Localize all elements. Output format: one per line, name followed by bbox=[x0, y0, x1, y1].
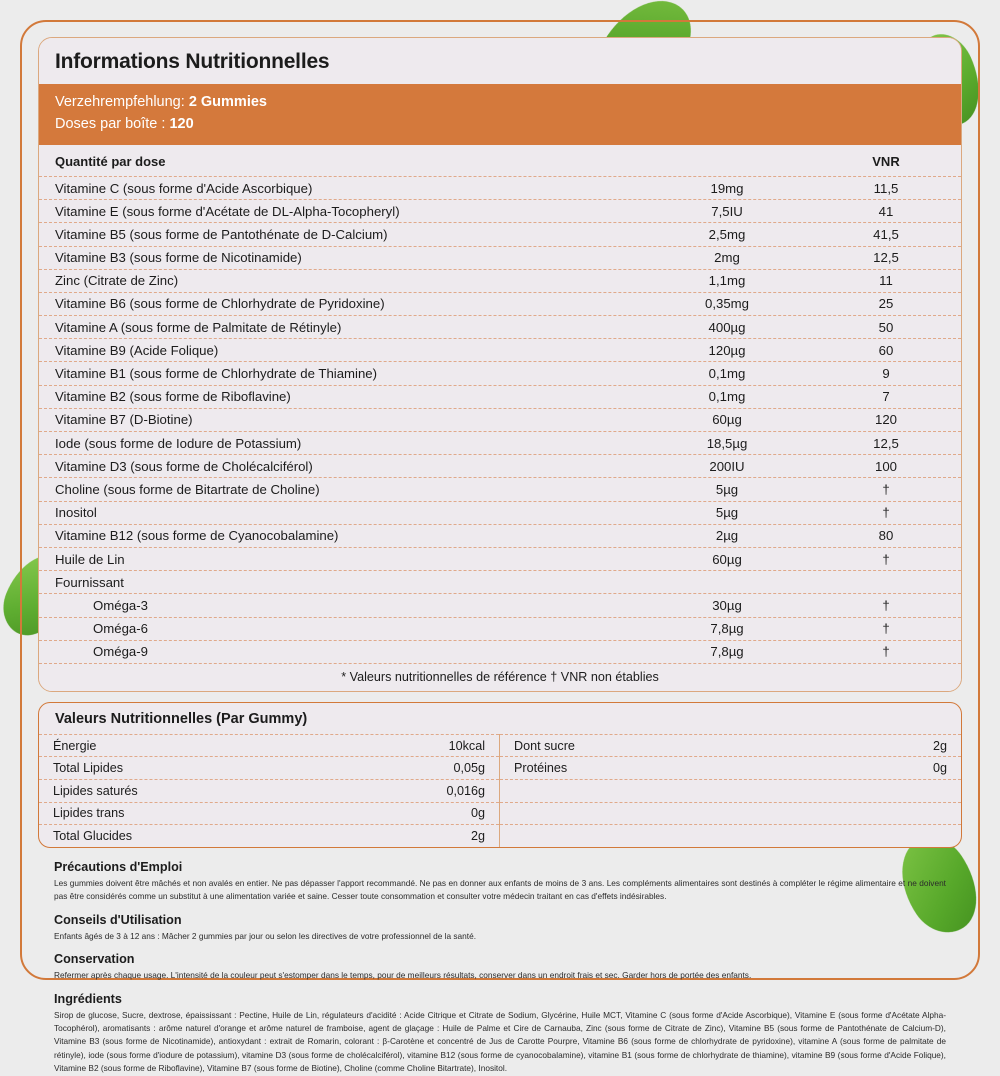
values-row bbox=[39, 824, 499, 847]
nutrient-amount: 30µg bbox=[712, 597, 742, 613]
values-amount: 0,016g bbox=[446, 783, 485, 798]
nutrient-vnr: 25 bbox=[878, 296, 894, 312]
values-row bbox=[500, 734, 961, 757]
table-row bbox=[39, 524, 961, 547]
values-row bbox=[39, 779, 499, 802]
table-row bbox=[39, 315, 961, 338]
nutrient-name: Oméga-9 bbox=[93, 644, 148, 660]
column-header-vnr: VNR bbox=[872, 153, 900, 169]
values-label: Énergie bbox=[53, 738, 97, 753]
table-row bbox=[39, 501, 961, 524]
nutrient-amount: 2µg bbox=[715, 528, 739, 544]
nutrient-name: Vitamine B2 (sous forme de Riboflavine) bbox=[55, 389, 291, 405]
nutrient-amount: 18,5µg bbox=[706, 435, 748, 451]
table-row bbox=[39, 176, 961, 199]
table-row bbox=[39, 199, 961, 222]
text-sections bbox=[38, 848, 962, 1076]
nutrient-name: Choline (sous forme de Bitartrate de Choline) bbox=[55, 481, 320, 497]
section-body: Enfants âgés de 3 à 12 ans : Mâcher 2 gummies par jour ou selon les directives de votre professionnel de la santé. bbox=[54, 930, 476, 941]
nutrient-name: Iode (sous forme de Iodure de Potassium) bbox=[55, 435, 302, 451]
nutrient-vnr: † bbox=[882, 551, 890, 567]
page-title: Informations Nutritionnelles bbox=[39, 38, 961, 84]
nutrient-vnr: † bbox=[882, 621, 890, 637]
values-row bbox=[39, 734, 499, 757]
section-title: Conseils d'Utilisation bbox=[54, 912, 182, 927]
nutrient-amount: 400µg bbox=[708, 319, 746, 335]
nutrient-name: Vitamine B12 (sous forme de Cyanocobalamine) bbox=[55, 528, 339, 544]
nutrient-name: Vitamine E (sous forme d'Acétate de DL-Alpha-Tocopheryl) bbox=[55, 203, 400, 219]
nutrient-amount: 2,5mg bbox=[708, 226, 746, 242]
values-label: Lipides saturés bbox=[53, 783, 138, 798]
values-panel-title: Valeurs Nutritionnelles (Par Gummy) bbox=[55, 710, 308, 727]
nutrient-amount: 1,1mg bbox=[708, 273, 746, 289]
label-content bbox=[20, 20, 980, 1074]
nutrient-amount: 19mg bbox=[710, 180, 744, 196]
values-row bbox=[500, 802, 961, 825]
table-footnote: * Valeurs nutritionnelles de référence † VNR non établies bbox=[39, 663, 961, 691]
nutrient-name: Vitamine B6 (sous forme de Chlorhydrate de Pyridoxine) bbox=[55, 296, 385, 312]
nutrient-vnr: 41,5 bbox=[873, 226, 899, 242]
values-grid bbox=[39, 734, 961, 847]
table-row bbox=[39, 338, 961, 361]
nutrient-name: Vitamine D3 (sous forme de Cholécalciférol) bbox=[55, 458, 313, 474]
section-body: Sirop de glucose, Sucre, dextrose, épaississant : Pectine, Huile de Lin, régulateurs d'acidité : Acide Citrique et Citrate de Sodium, Glycérine, Huile MCT, Vitamine C (sous forme d'Acide Ascorbique), Vitamine E (sous forme d'Acétate Alpha-Tocophérol), aromatisants : arôme naturel d'orange et arôme naturel de framboise, agent de glaçage : Huile de Palme et Cire de Carnauba, Zinc (sous forme de Citrate de Zinc), Vitamine B5 (sous forme de Pantothénate de Calcium-D), Vitamine B3 (sous forme de Nicotinamide), antioxydant : extrait de Romarin, colorant : β-Carotène et concentré de Jus de Carotte Pourpre, Vitamine B6 (sous forme de chlorhydrate de pyridoxine), vitamine A (sous forme de palmitate de rétinyle), iode (sous forme d'iodure de potassium), vitamine D3 (sous forme de cholécalciférol), vitamine B12 (sous forme de cyanocobalamine), vitamine B1 (sous forme de chlorhydrate de thiamine), vitamine B9 (sous forme d'Acide Folique), Vitamine B2 (sous forme de Riboflavine), Vitamine B7 (sous forme de Biotine), Choline (comme Choline Bitartrate), Inositol. bbox=[54, 1009, 946, 1074]
values-label: Total Glucides bbox=[53, 829, 133, 844]
nutrient-amount: 7,5IU bbox=[711, 203, 743, 219]
nutrient-amount: 0,35mg bbox=[705, 296, 749, 312]
values-column-right bbox=[500, 734, 961, 847]
values-column-left bbox=[39, 734, 500, 847]
table-row bbox=[39, 547, 961, 570]
nutrient-vnr: † bbox=[882, 644, 890, 660]
values-panel bbox=[38, 702, 962, 848]
nutrient-name: Oméga-3 bbox=[93, 597, 148, 613]
nutrient-name: Inositol bbox=[55, 505, 97, 521]
values-amount: 2g bbox=[932, 738, 947, 753]
values-label: Protéines bbox=[514, 761, 568, 776]
nutrient-name: Vitamine B7 (D-Biotine) bbox=[55, 412, 193, 428]
table-row bbox=[39, 617, 961, 640]
table-row bbox=[39, 408, 961, 431]
nutrient-vnr: 12,5 bbox=[873, 435, 899, 451]
table-row bbox=[39, 222, 961, 245]
nutrient-amount: 5µg bbox=[715, 505, 739, 521]
nutrient-table bbox=[39, 176, 961, 663]
column-header-amount: Quantité par dose bbox=[55, 153, 166, 169]
table-row bbox=[39, 269, 961, 292]
table-row bbox=[39, 593, 961, 616]
nutrient-vnr: 11,5 bbox=[873, 180, 899, 196]
nutrient-name: Zinc (Citrate de Zinc) bbox=[55, 273, 179, 289]
values-amount: 0g bbox=[932, 761, 947, 776]
serving-label: Verzehrempfehlung: bbox=[55, 94, 185, 110]
nutrient-name: Vitamine B1 (sous forme de Chlorhydrate de Thiamine) bbox=[55, 366, 378, 382]
values-amount: 0,05g bbox=[453, 761, 485, 776]
values-label: Dont sucre bbox=[514, 738, 575, 753]
serving-line bbox=[55, 91, 945, 113]
table-row bbox=[39, 431, 961, 454]
values-label: Total Lipides bbox=[53, 761, 124, 776]
section-title: Ingrédients bbox=[54, 991, 122, 1006]
nutrient-vnr: † bbox=[882, 597, 890, 613]
table-header bbox=[39, 145, 961, 176]
nutrient-vnr: 60 bbox=[878, 342, 894, 358]
serving-bar bbox=[39, 84, 961, 145]
nutrient-amount: 7,8µg bbox=[710, 621, 744, 637]
nutrient-amount: 0,1mg bbox=[708, 366, 746, 382]
table-row bbox=[39, 246, 961, 269]
doses-line bbox=[55, 113, 945, 135]
values-row bbox=[39, 756, 499, 779]
table-row bbox=[39, 570, 961, 593]
values-row bbox=[500, 824, 961, 847]
nutrient-vnr: 12,5 bbox=[873, 250, 899, 266]
nutrient-vnr: † bbox=[882, 481, 890, 497]
values-row bbox=[39, 802, 499, 825]
nutrient-vnr: 80 bbox=[878, 528, 894, 544]
section-body: Les gummies doivent être mâchés et non avalés en entier. Ne pas dépasser l'apport recommandé. Ne pas en donner aux enfants de moins de 3 ans. Les compléments alimentaires sont destinés à compléter le régime alimentaire et ne doivent pas être considérés comme un substitut à une alimentation variée et saine. Cesser toute consommation et consulter votre médecin traitant en cas d'effets indésirables. bbox=[54, 877, 946, 902]
nutrient-name: Vitamine A (sous forme de Palmitate de Rétinyle) bbox=[55, 319, 342, 335]
table-row bbox=[39, 292, 961, 315]
section-title: Précautions d'Emploi bbox=[54, 859, 183, 874]
nutrient-vnr: 9 bbox=[882, 366, 890, 382]
serving-value: 2 Gummies bbox=[188, 94, 267, 110]
doses-value: 120 bbox=[169, 116, 194, 133]
nutrient-vnr: 41 bbox=[878, 203, 894, 219]
values-amount: 0g bbox=[470, 806, 485, 821]
values-row bbox=[500, 779, 961, 802]
nutrient-vnr: 7 bbox=[882, 389, 890, 405]
nutrient-name: Vitamine C (sous forme d'Acide Ascorbique) bbox=[55, 180, 313, 196]
section-title: Conservation bbox=[54, 952, 135, 967]
nutrient-name: Fournissant bbox=[55, 574, 124, 590]
nutrient-vnr: 100 bbox=[874, 458, 897, 474]
nutrient-vnr: 50 bbox=[878, 319, 894, 335]
table-row bbox=[39, 361, 961, 384]
nutrient-name: Oméga-6 bbox=[93, 621, 148, 637]
doses-label: Doses par boîte : bbox=[55, 116, 166, 133]
table-row bbox=[39, 477, 961, 500]
values-amount: 2g bbox=[470, 829, 485, 844]
table-row bbox=[39, 454, 961, 477]
nutrient-name: Huile de Lin bbox=[55, 551, 125, 567]
nutrient-amount: 2mg bbox=[714, 250, 740, 266]
table-row bbox=[39, 640, 961, 663]
nutrient-amount: 60µg bbox=[712, 551, 742, 567]
nutrient-amount: 5µg bbox=[715, 481, 739, 497]
nutrient-amount: 60µg bbox=[712, 412, 742, 428]
nutrient-name: Vitamine B5 (sous forme de Pantothénate de D-Calcium) bbox=[55, 226, 388, 242]
values-label: Lipides trans bbox=[53, 806, 125, 821]
section-body: Refermer après chaque usage. L'intensité de la couleur peut s'estomper dans le temps, pour de meilleurs résultats, conserver dans un endroit frais et sec. Garder hors de portée des enfants. bbox=[54, 970, 752, 981]
nutrient-vnr: 120 bbox=[874, 412, 897, 428]
nutrient-amount: 120µg bbox=[708, 342, 746, 358]
nutrient-amount: 0,1mg bbox=[708, 389, 746, 405]
nutrition-panel bbox=[38, 37, 962, 692]
nutrient-vnr: 11 bbox=[879, 273, 893, 289]
nutrient-amount: 7,8µg bbox=[710, 644, 744, 660]
nutrient-amount: 200IU bbox=[709, 458, 745, 474]
values-amount: 10kcal bbox=[448, 738, 485, 753]
table-row bbox=[39, 385, 961, 408]
nutrient-vnr: † bbox=[882, 505, 890, 521]
values-row bbox=[500, 756, 961, 779]
nutrient-name: Vitamine B9 (Acide Folique) bbox=[55, 342, 219, 358]
nutrient-name: Vitamine B3 (sous forme de Nicotinamide) bbox=[55, 250, 302, 266]
